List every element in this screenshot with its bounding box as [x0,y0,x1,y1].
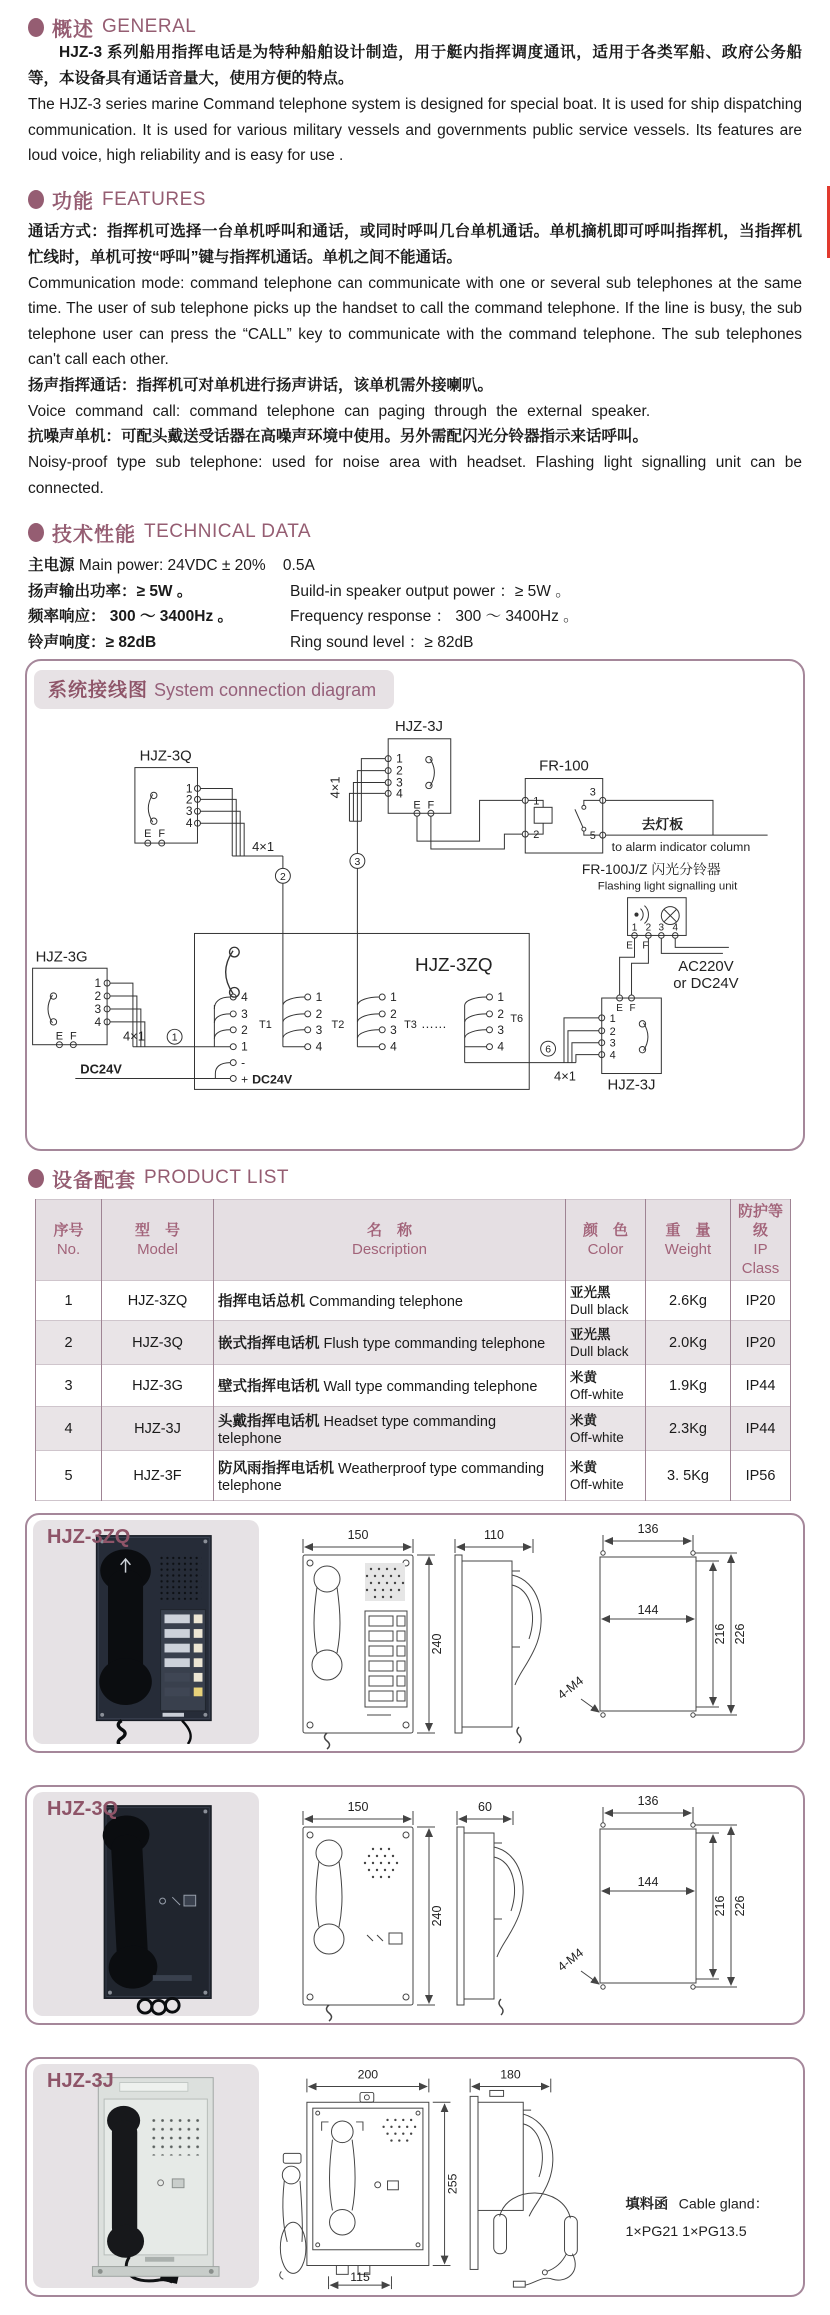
product-photo-hjz3zq [33,1520,259,1744]
terminal-number: 3 [241,1006,248,1021]
terminal-f: F [69,1030,77,1043]
terminal-number: 2 [94,989,102,1004]
dim-hole-width: 136 [637,1794,659,1808]
general-paragraph-cn: HJZ-3 系列船用指挥电话是为特种船舶设计制造，用于艇内指挥调度通讯，适用于各类军船、政府公务船等，本设备具有通话音量大，使用方便的特点。 [28,44,802,87]
cell-weight: 2.0Kg [646,1321,731,1365]
dim-front-width: 200 [357,2067,379,2082]
tech-cn: 扬声输出功率：≥ 5W 。 [28,582,193,600]
dc24v-label: DC24V [80,1061,122,1077]
dim-cut-height: 216 [713,1623,727,1645]
dim-screws: 4-M4 [555,1945,587,1975]
label-fr100jz: FR-100J/Z 闪光分铃器 [581,860,721,877]
tech-power-cn: 主电源 [28,557,75,574]
dim-depth: 180 [500,2067,521,2082]
table-row [36,1451,791,1501]
dim-front-height: 240 [430,1633,444,1655]
terminal-e: E [626,940,633,952]
terminal-number: 2 [497,1006,505,1021]
tech-row-frequency [28,604,802,630]
features-en-1: Communication mode: command telephone can communicate with one or several sub telephones at the same time. The user of sub telephone picks up the handset to call the command telephone. If the line is busy, the sub telephone user can press the “CALL” key to communicate with the command telephone. The sub telephones can't call each other. [28,274,802,368]
terminal-number: 2 [396,763,403,778]
product-photo-hjz3q [33,1792,259,2016]
t3-label: T3 [404,1018,417,1031]
terminal-minus: - [241,1055,246,1070]
terminal-number: 1 [533,795,540,808]
cell-model: HJZ-3G [102,1365,214,1407]
tech-en: Ring sound level ：≥ 82dB [290,633,474,651]
table-row [36,1365,791,1407]
to-lamp-en: to alarm indicator column [611,840,751,855]
diagram-title-en: System connection diagram [154,680,377,700]
terminal-number: 2 [185,792,193,807]
cell-color-cn: 亚光黑 [570,1284,611,1300]
panel-label: HJZ-3Q [47,1798,119,1820]
table-row [36,1321,791,1365]
features-en-2: Voice command call: command telephone can paging through the external speaker. [28,402,651,420]
features-cn-2: 扬声指挥通话：指挥机可对单机进行扬声讲话，该单机需外接喇叭。 [28,376,494,394]
cell-weight: 3. 5Kg [646,1451,731,1501]
col-ip-en: IP Class [741,1241,780,1277]
terminal-number: 1 [390,990,397,1005]
terminal-number: 4 [185,816,193,831]
terminal-f: F [158,828,166,841]
col-desc-cn: 名 称 [366,1222,412,1239]
dim-hole-width: 136 [637,1522,659,1536]
terminal-f: F [427,799,435,812]
photo-inset [33,1792,259,2016]
heading-cn: 功能 [52,191,94,213]
tech-cn: 铃声响度：≥ 82dB [28,633,157,651]
tech-row-speaker [28,579,802,605]
heading-en: GENERAL [102,16,197,37]
col-weight-cn: 重 量 [665,1222,711,1239]
dim-front-width: 150 [347,1800,369,1814]
label-fr100: FR-100 [539,758,589,775]
cell-desc-cn: 指挥电话总机 [218,1294,305,1310]
terminal-number: 4 [396,786,403,801]
cell-ip: IP44 [731,1365,791,1407]
bullet-icon [28,190,44,209]
tech-row-ring [28,630,802,656]
ellipsis: …… [420,1015,447,1031]
cell-desc-cn: 防风雨指挥电话机 [218,1461,334,1477]
cell-color-en: Off-white [570,1429,624,1445]
tech-en: Build-in speaker output power ：≥ 5W 。 [290,582,571,600]
terminal-number: 1 [315,990,323,1005]
general-paragraph-en: The HJZ-3 series marine Command telephone system is designed for special boat. It is used for ship dispatching communication. It is used for various military vessels and governments public service vessels. Its features are loud voice, high reliability and is easy for use . [28,96,802,164]
terminal-number: 3 [497,1022,505,1037]
ref-2: 2 [279,871,286,883]
cable-label: 4×1 [327,776,343,799]
panel-label: HJZ-3J [47,2070,114,2092]
cell-no: 4 [36,1407,102,1451]
label-hjz3j-top: HJZ-3J [395,718,443,735]
t2-label: T2 [331,1018,345,1031]
terminal-number: 2 [390,1006,397,1021]
product-panel-hjz3zq [25,1513,805,1753]
dimension-drawings-hjz3zq [267,1515,805,1751]
page-content [0,0,830,655]
col-color-en: Color [587,1241,624,1258]
product-panel-hjz3j [25,2057,805,2297]
heading-cn: 概述 [52,18,94,41]
terminal-e: E [144,828,152,841]
cell-color-en: Dull black [570,1343,629,1359]
col-model-en: Model [137,1241,178,1258]
cell-model: HJZ-3J [102,1407,214,1451]
terminal-number: 4 [315,1039,323,1054]
diagram-labels [36,719,751,1094]
ac-label-2: or DC24V [673,976,739,993]
dimension-drawings-hjz3q [267,1787,805,2023]
terminal-number: 5 [589,830,596,843]
cell-desc-cn: 嵌式指挥电话机 [218,1336,320,1352]
table-row [36,1281,791,1321]
to-lamp-cn: 去灯板 [641,816,684,833]
terminal-number: 3 [396,775,403,790]
product-list-table [35,1199,791,1501]
dim-depth: 110 [484,1528,504,1542]
dim-cut-width: 144 [637,1875,659,1889]
ref-3: 3 [354,856,361,868]
photo-inset [33,1520,259,1744]
terminal-number: 2 [241,1022,248,1037]
heading-en: TECHNICAL DATA [144,521,312,542]
cell-no: 1 [36,1281,102,1321]
terminal-f: F [642,940,649,952]
cell-ip: IP20 [731,1321,791,1365]
terminal-number: 1 [94,976,102,991]
terminal-number: 3 [315,1022,323,1037]
cell-color-cn: 亚光黑 [570,1326,611,1342]
dim-depth: 60 [478,1800,492,1814]
col-weight-en: Weight [664,1241,712,1258]
terminal-number: 1 [497,990,505,1005]
col-desc-en: Description [351,1241,428,1258]
heading-cn: 设备配套 [52,1169,136,1192]
terminal-number: 3 [94,1001,102,1016]
terminal-number: 4 [672,922,678,934]
terminal-number: 1 [609,1012,616,1025]
ac-label: AC220V [678,959,734,976]
col-model-cn: 型 号 [134,1222,180,1239]
photo-inset [33,2064,259,2288]
product-photo-hjz3j [33,2064,259,2288]
technical-data [28,553,802,655]
tech-power-en: Main power: 24VDC ± 20% 0.5A [74,557,315,574]
table-row [36,1407,791,1451]
features-cn-3: 抗噪声单机：可配头戴送受话器在高噪声环境中使用。另外需配闪光分铃器指示来话呼叫。 [28,428,649,445]
cable-label: 4×1 [122,1028,145,1044]
terminal-number: 1 [631,922,638,934]
terminal-number: 1 [241,1039,248,1054]
terminal-number: 4 [94,1014,102,1029]
cell-desc-cn: 壁式指挥电话机 [218,1379,320,1395]
dim-cut-height-2: 226 [733,1895,747,1917]
dc24v-inside-label: DC24V [252,1072,293,1087]
terminal-number: 3 [658,922,665,934]
dim-bottom-width: 115 [350,2270,370,2285]
dim-cut-width: 144 [637,1603,659,1617]
cell-ip: IP44 [731,1407,791,1451]
features-cn-1: 通话方式：指挥机可选择一台单机呼叫和通话，或同时呼叫几台单机通话。单机摘机即可呼叫指挥机，当指挥机忙线时，单机可按“呼叫”键与指挥机通话。单机之间不能通话。 [28,222,802,266]
cell-desc-cn: 头戴指挥电话机 [218,1414,320,1430]
cable-label: 4×1 [554,1068,576,1084]
terminal-plus: + [241,1072,249,1087]
terminal-number: 2 [645,922,652,934]
terminal-number: 4 [497,1039,505,1054]
cell-model: HJZ-3F [102,1451,214,1501]
tech-cn: 频率响应： 300 ～ 3400Hz 。 [28,608,234,625]
tech-row-power [28,553,802,579]
col-no-en: No. [56,1241,81,1258]
section-heading-technical [28,519,802,545]
heading-en: FEATURES [102,188,206,210]
section-heading-product-list [28,1165,802,1191]
ref-1: 1 [171,1032,178,1044]
label-flash-unit: Flashing light signalling unit [597,880,738,893]
t6-label: T6 [510,1012,524,1025]
cell-desc-en: Headset type commanding telephone [218,1414,497,1447]
terminal-e: E [616,1002,623,1014]
dim-front-width: 150 [347,1528,369,1542]
bullet-icon [28,1169,44,1188]
terminal-number: 4 [609,1049,616,1062]
tech-en: Frequency response ： 300 ～ 3400Hz 。 [290,608,579,625]
terminal-number: 2 [315,1006,323,1021]
label-hjz3g: HJZ-3G [35,949,88,966]
cell-desc-en: Wall type commanding telephone [323,1379,538,1395]
cell-no: 2 [36,1321,102,1365]
section-heading-features [28,187,802,213]
cell-ip: IP20 [731,1281,791,1321]
terminal-number: 3 [609,1037,616,1050]
cell-weight: 2.3Kg [646,1407,731,1451]
section-heading-general [28,14,802,40]
cell-weight: 2.6Kg [646,1281,731,1321]
dim-cut-height-2: 226 [733,1623,747,1645]
terminal-number: 3 [390,1022,397,1037]
dim-cut-height: 216 [713,1895,727,1917]
label-hjz3zq: HJZ-3ZQ [415,954,493,976]
panel-label: HJZ-3ZQ [47,1526,131,1548]
heading-cn: 技术性能 [52,523,136,546]
dim-front-height: 240 [430,1905,444,1927]
heading-en: PRODUCT LIST [144,1167,290,1188]
terminal-number: 3 [185,804,193,819]
cell-color-cn: 米黄 [570,1369,597,1385]
cell-no: 3 [36,1365,102,1407]
bullet-icon [28,523,44,542]
col-color-cn: 颜 色 [582,1222,628,1239]
system-connection-diagram-panel [25,659,805,1151]
dim-screws: 4-M4 [555,1673,587,1703]
col-ip-cn: 防护等级 [737,1203,783,1239]
dimension-drawings-hjz3j [267,2059,805,2295]
cell-model: HJZ-3Q [102,1321,214,1365]
gland-label-en: Cable gland： [678,2196,769,2213]
terminal-e: E [413,799,421,812]
gland-value: 1×PG21 1×PG13.5 [625,2224,747,2240]
diagram-wires-j-top [349,759,522,1047]
terminal-number: 2 [533,829,540,842]
cell-model: HJZ-3ZQ [102,1281,214,1321]
product-panel-hjz3q [25,1785,805,2025]
features-en-3: Noisy-proof type sub telephone: used for noise area with headset. Flashing light signalling unit can be connected. [28,454,802,497]
cell-desc-en: Commanding telephone [309,1294,463,1310]
gland-label-cn: 填料函 [625,2196,669,2213]
cell-desc-en: Weatherproof type commanding telephone [218,1461,545,1494]
col-no-cn: 序号 [53,1222,84,1239]
cell-desc-en: Flush type commanding telephone [323,1336,546,1352]
table-header-row [36,1200,791,1281]
diagram-title-cn: 系统接线图 [48,680,149,701]
cell-color-en: Off-white [570,1386,624,1402]
terminal-number: 4 [241,990,248,1005]
terminal-number: 2 [609,1025,616,1038]
label-hjz3q: HJZ-3Q [139,748,192,765]
label-hjz3j-bottom: HJZ-3J [607,1077,656,1094]
terminal-number: 1 [396,751,403,766]
cell-color-cn: 米黄 [570,1459,597,1475]
cell-color-cn: 米黄 [570,1412,597,1428]
cell-color-en: Off-white [570,1476,624,1492]
terminal-number: 1 [185,781,193,796]
diagram-title-badge [34,670,394,709]
ref-6: 6 [545,1044,551,1056]
dim-front-height: 255 [445,2173,460,2195]
t1-label: T1 [259,1018,272,1031]
cell-ip: IP56 [731,1451,791,1501]
terminal-number: 3 [589,786,596,799]
cell-color-en: Dull black [570,1301,629,1317]
cell-weight: 1.9Kg [646,1365,731,1407]
bullet-icon [28,18,44,37]
terminal-number: 4 [390,1039,397,1054]
terminal-f: F [629,1002,636,1014]
cable-label: 4×1 [252,839,275,855]
cell-no: 5 [36,1451,102,1501]
terminal-e: E [55,1030,64,1043]
connection-diagram [27,707,803,1149]
